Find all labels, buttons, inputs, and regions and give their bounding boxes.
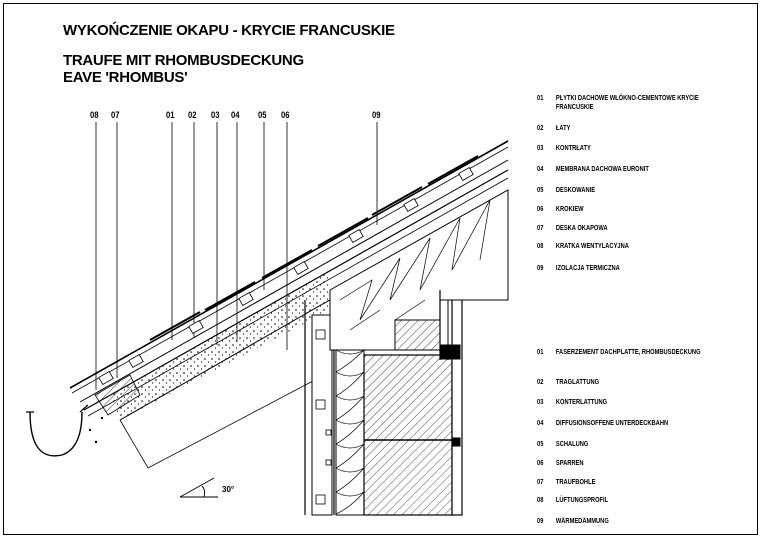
callout-01: 01	[166, 110, 175, 120]
callout-02: 02	[188, 110, 197, 120]
callout-04: 04	[231, 110, 240, 120]
angle-label: 30°	[222, 485, 235, 494]
callout-08: 08	[90, 110, 99, 120]
callout-07: 07	[111, 110, 120, 120]
callout-03: 03	[211, 110, 220, 120]
callout-09: 09	[372, 110, 381, 120]
callout-05: 05	[258, 110, 267, 120]
title-german: TRAUFE MIT RHOMBUSDECKUNG	[63, 52, 304, 69]
title-polish: WYKOŃCZENIE OKAPU - KRYCIE FRANCUSKIE	[63, 22, 395, 39]
soffit-dots	[110, 270, 330, 420]
callout-06: 06	[281, 110, 290, 120]
gutter	[30, 412, 82, 456]
angle-indicator	[180, 478, 218, 497]
title-english: EAVE 'RHOMBUS'	[63, 69, 188, 86]
gutter-dots	[89, 417, 103, 443]
